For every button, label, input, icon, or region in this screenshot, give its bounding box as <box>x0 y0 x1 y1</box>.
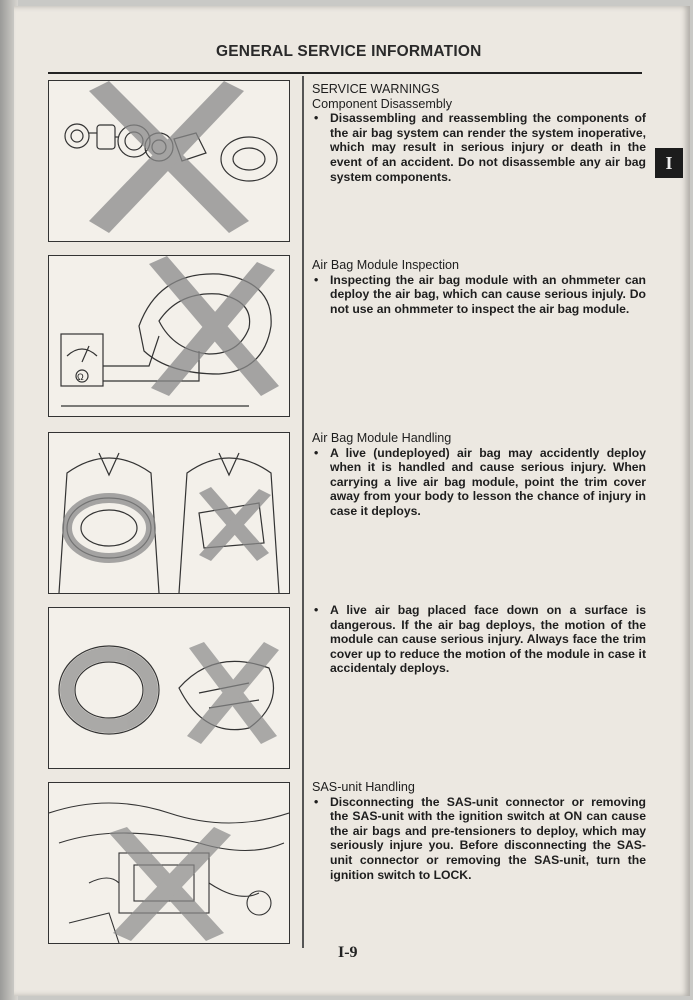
ohmmeter-illustration <box>49 256 289 416</box>
warning-list <box>312 603 646 676</box>
warning-list <box>312 795 646 883</box>
figure-sas-unit <box>48 782 290 944</box>
section-module-placement <box>312 603 646 676</box>
figure-module-placement <box>48 607 290 769</box>
page-number: I-9 <box>338 944 358 961</box>
section-module-inspection <box>312 258 646 316</box>
section-component-disassembly <box>312 82 646 184</box>
section-sas-unit <box>312 780 646 882</box>
carrying-illustration <box>49 433 289 593</box>
warning-list <box>312 446 646 519</box>
column-divider <box>302 76 304 948</box>
placement-illustration <box>49 608 289 768</box>
warning-bullet: • A live (undeployed) air bag may accidently deploy when it is handled and cause serious injury. When carrying a live air bag module, point the trim cover away from your body to lesson the chance of injury in case it deploys. <box>312 446 646 519</box>
section-subheading: Air Bag Module Inspection <box>312 258 460 272</box>
warning-bullet: • Disconnecting the SAS-unit connector or removing the SAS-unit with the ignition switch at ON can cause the air bags and pre-tensioners to deploy, which may seriously injure you. Before disconnecting the SAS-unit connector or removing the SAS-unit, turn the ignition switch to LOCK. <box>312 795 646 883</box>
figure-module-handling <box>48 432 290 594</box>
section-module-handling <box>312 431 646 519</box>
header-rule <box>48 72 642 74</box>
section-subheading: SAS-unit Handling <box>312 780 415 794</box>
warning-list <box>312 273 646 317</box>
section-subheading: Air Bag Module Handling <box>312 431 452 445</box>
figure-component-disassembly <box>48 80 290 242</box>
warning-list <box>312 111 646 184</box>
warning-bullet: • A live air bag placed face down on a surface is dangerous. If the air bag deploys, the motion of the module can cause serious injury. Always face the trim cover up to reduce the motion of the module in case it accidentaly deploys. <box>312 603 646 676</box>
disassembly-illustration <box>49 81 289 241</box>
section-heading: SERVICE WARNINGS <box>312 82 440 96</box>
figure-module-inspection <box>48 255 290 417</box>
section-subheading: Component Disassembly <box>312 96 452 111</box>
section-tab: I <box>655 148 683 178</box>
page-header: GENERAL SERVICE INFORMATION <box>216 43 482 60</box>
sas-unit-illustration <box>49 783 289 943</box>
warning-bullet: • Disassembling and reassembling the components of the air bag system can render the system inoperative, which may result in serious injury or death in the event of an accident. Do not disassemble any air bag system components. <box>312 111 646 184</box>
svg-text:Ω: Ω <box>77 372 84 382</box>
warning-bullet: • Inspecting the air bag module with an ohmmeter can deploy the air bag, which can cause serious injuly. Do not use an ohmmeter to inspect the air bag module. <box>312 273 646 317</box>
